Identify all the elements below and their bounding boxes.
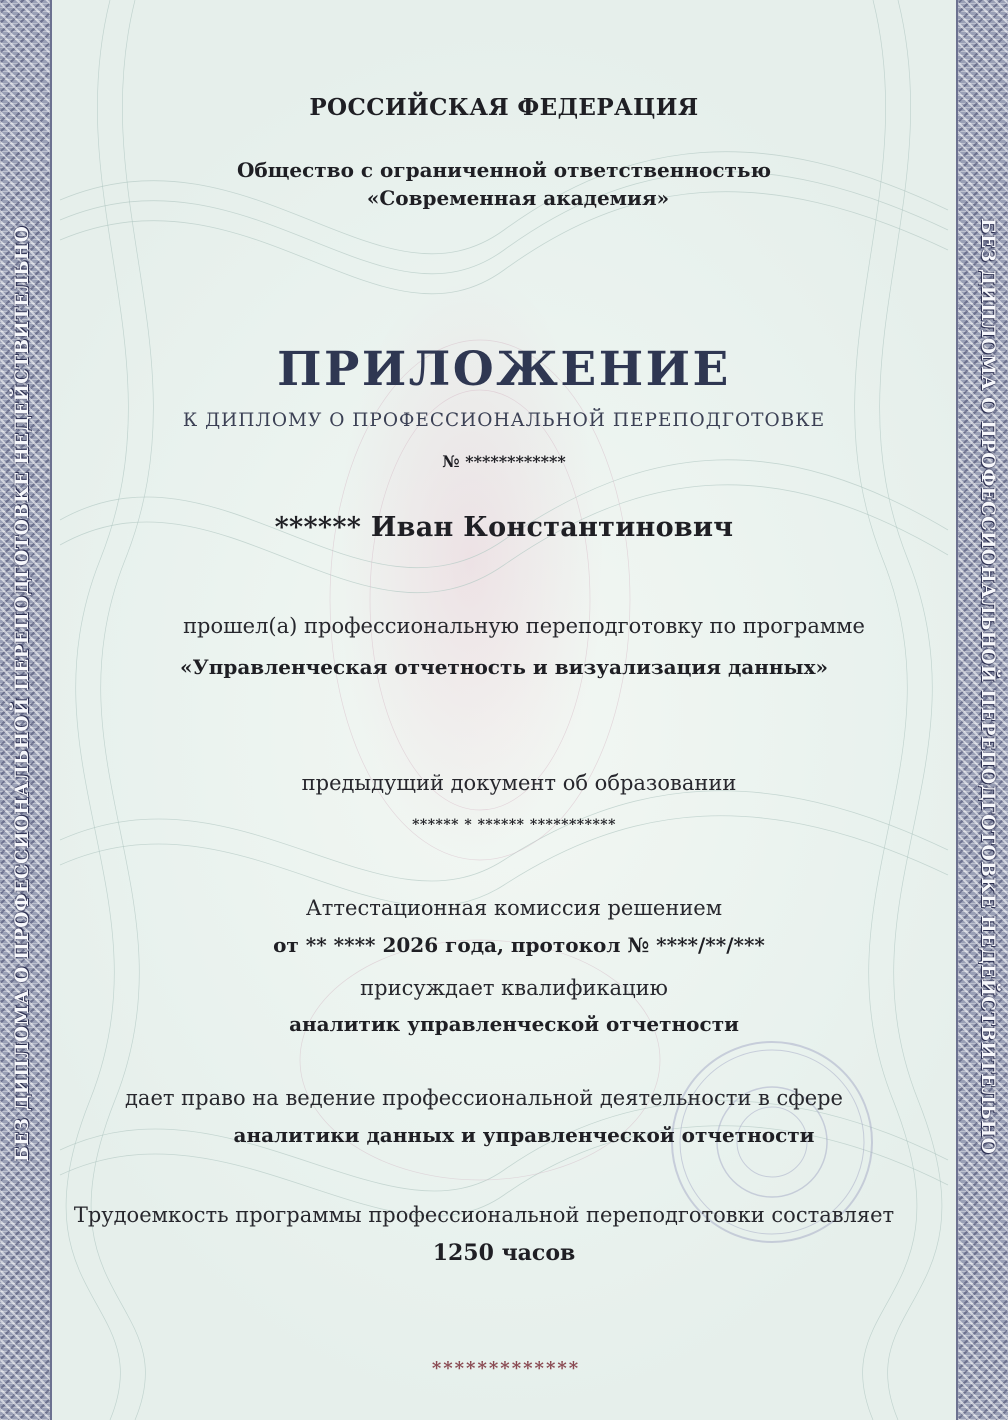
previous-document-value: ****** * ****** *********** — [412, 817, 616, 833]
right-text: дает право на ведение профессиональной деятельности в сфере — [125, 1086, 843, 1110]
organization-line-2: «Современная академия» — [366, 186, 670, 210]
document-number — [60, 452, 948, 471]
number-label: № — [442, 452, 460, 471]
activity-sphere: аналитики данных и управленческой отчетности — [233, 1123, 815, 1147]
previous-document-label: предыдущий документ об образовании — [301, 771, 737, 795]
holder-given-names: Иван Константинович — [370, 512, 734, 543]
holder-surname: ****** — [274, 512, 362, 543]
number-value: ************ — [465, 452, 566, 471]
right-border-line — [956, 0, 958, 1420]
document-title: ПРИЛОЖЕНИЕ — [277, 342, 731, 397]
program-name: «Управленческая отчетность и визуализация данных» — [179, 655, 829, 679]
awards-text: присуждает квалификацию — [360, 976, 668, 1000]
holder-name — [60, 512, 948, 543]
organization-line-1: Общество с ограниченной ответственностью — [236, 158, 772, 182]
right-vertical-warning: БЕЗ ДИПЛОМА О ПРОФЕССИОНАЛЬНОЙ ПЕРЕПОДГОТОВКЕ НЕДЕЙСТВИТЕЛЬНО — [977, 218, 998, 1154]
passed-text: прошел(а) профессиональную переподготовку по программе — [183, 614, 865, 638]
qualification: аналитик управленческой отчетности — [289, 1012, 739, 1036]
country-heading: РОССИЙСКАЯ ФЕДЕРАЦИЯ — [309, 94, 699, 121]
document-subtitle: К ДИПЛОМУ О ПРОФЕССИОНАЛЬНОЙ ПЕРЕПОДГОТОВКЕ — [182, 410, 826, 431]
bottom-serial-stars: ************* — [431, 1358, 581, 1379]
commission-text: Аттестационная комиссия решением — [305, 896, 723, 920]
decision-text: от ** **** 2026 года, протокол № ****/**/*** — [273, 933, 765, 957]
hours-value: 1250 часов — [432, 1240, 576, 1266]
labor-intensity-text: Трудоемкость программы профессиональной переподготовки составляет — [73, 1203, 895, 1227]
left-vertical-warning: БЕЗ ДИПЛОМА О ПРОФЕССИОНАЛЬНОЙ ПЕРЕПОДГОТОВКЕ НЕДЕЙСТВИТЕЛЬНО — [12, 226, 33, 1162]
